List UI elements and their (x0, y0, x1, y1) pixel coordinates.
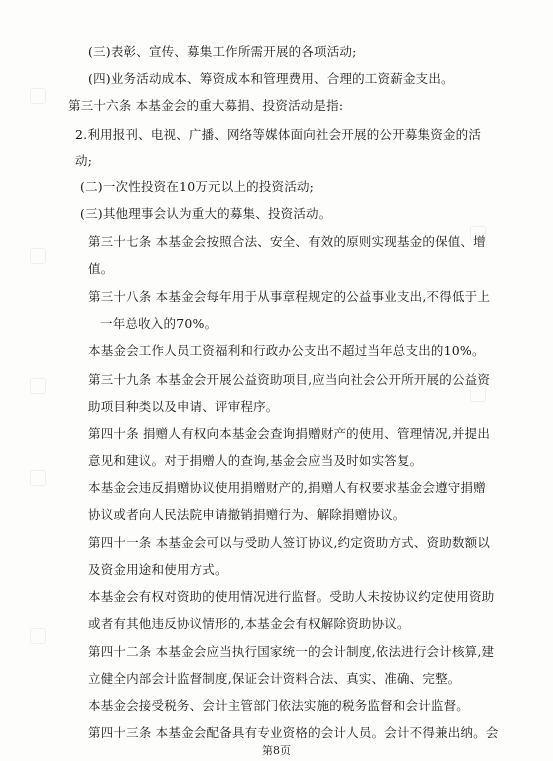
clause-line: 动; (75, 153, 93, 168)
article-line: 第四十二条 本基金会应当执行国家统一的会计制度,依法进行会计核算,建 (88, 644, 495, 659)
article-line: 本基金会接受税务、会计主管部门依法实施的税务监督和会计监督。 (88, 698, 470, 713)
clause-line: (四)业务活动成本、筹资成本和管理费用、合理的工资薪金支出。 (88, 71, 454, 86)
article-line: 及资金用途和使用方式。 (88, 562, 228, 577)
watermark-icon (30, 248, 46, 264)
article-line: 本基金会违反捐赠协议使用捐赠财产的,捐赠人有权要求基金会遵守捐赠 (88, 480, 486, 495)
article-line: 第三十九条 本基金会开展公益资助项目,应当向社会公开所开展的公益资 (88, 372, 491, 387)
watermark-icon (30, 628, 46, 644)
clause-line: (三)表彰、宣传、募集工作所需开展的各项活动; (88, 44, 357, 59)
article-line: 第三十八条 本基金会每年用于从事章程规定的公益事业支出,不得低于上 (88, 289, 491, 304)
article-line: 立健全内部会计监督制度,保证会计资料合法、真实、准确、完整。 (88, 671, 461, 686)
article-line: 一年总收入的70%。 (100, 316, 218, 331)
article-line: 第四十三条 本基金会配备具有专业资格的会计人员。会计不得兼出纳。会 (88, 725, 499, 740)
page-number: 第8页 (262, 744, 291, 757)
watermark-icon (30, 88, 46, 104)
article-line: 本基金会有权对资助的使用情况进行监督。受助人未按协议约定使用资助 (88, 589, 495, 604)
clause-line: (二)一次性投资在10万元以上的投资活动; (80, 179, 315, 194)
watermark-icon (30, 378, 46, 394)
clause-line: 2.利用报刊、电视、广播、网络等媒体面向社会开展的公开募集资金的活 (75, 127, 482, 142)
article-line: 第三十六条 本基金会的重大募捐、投资活动是指: (68, 98, 344, 113)
article-line: 第四十一条 本基金会可以与受助人签订协议,约定资助方式、资助数额以 (88, 535, 491, 550)
article-line: 值。 (88, 261, 114, 276)
article-line: 第四十条 捐赠人有权向本基金会查询捐赠财产的使用、管理情况,并提出 (88, 426, 491, 441)
article-line: 或者有其他违反协议情形的,本基金会有权解除资助协议。 (88, 616, 410, 631)
article-line: 助项目种类以及申请、评审程序。 (88, 399, 279, 414)
watermark-icon (470, 386, 486, 402)
watermark-icon (30, 470, 46, 486)
article-line: 本基金会工作人员工资福利和行政办公支出不超过当年总支出的10%。 (88, 343, 485, 358)
clause-line: (三)其他理事会认为重大的募集、投资活动。 (80, 206, 332, 221)
article-line: 第三十七条 本基金会按照合法、安全、有效的原则实现基金的保值、增 (88, 234, 486, 249)
article-line: 协议或者向人民法院申请撤销捐赠行为、解除捐赠协议。 (88, 507, 406, 522)
article-line: 意见和建议。对于捐赠人的查询,基金会应当及时如实答复。 (88, 453, 423, 468)
